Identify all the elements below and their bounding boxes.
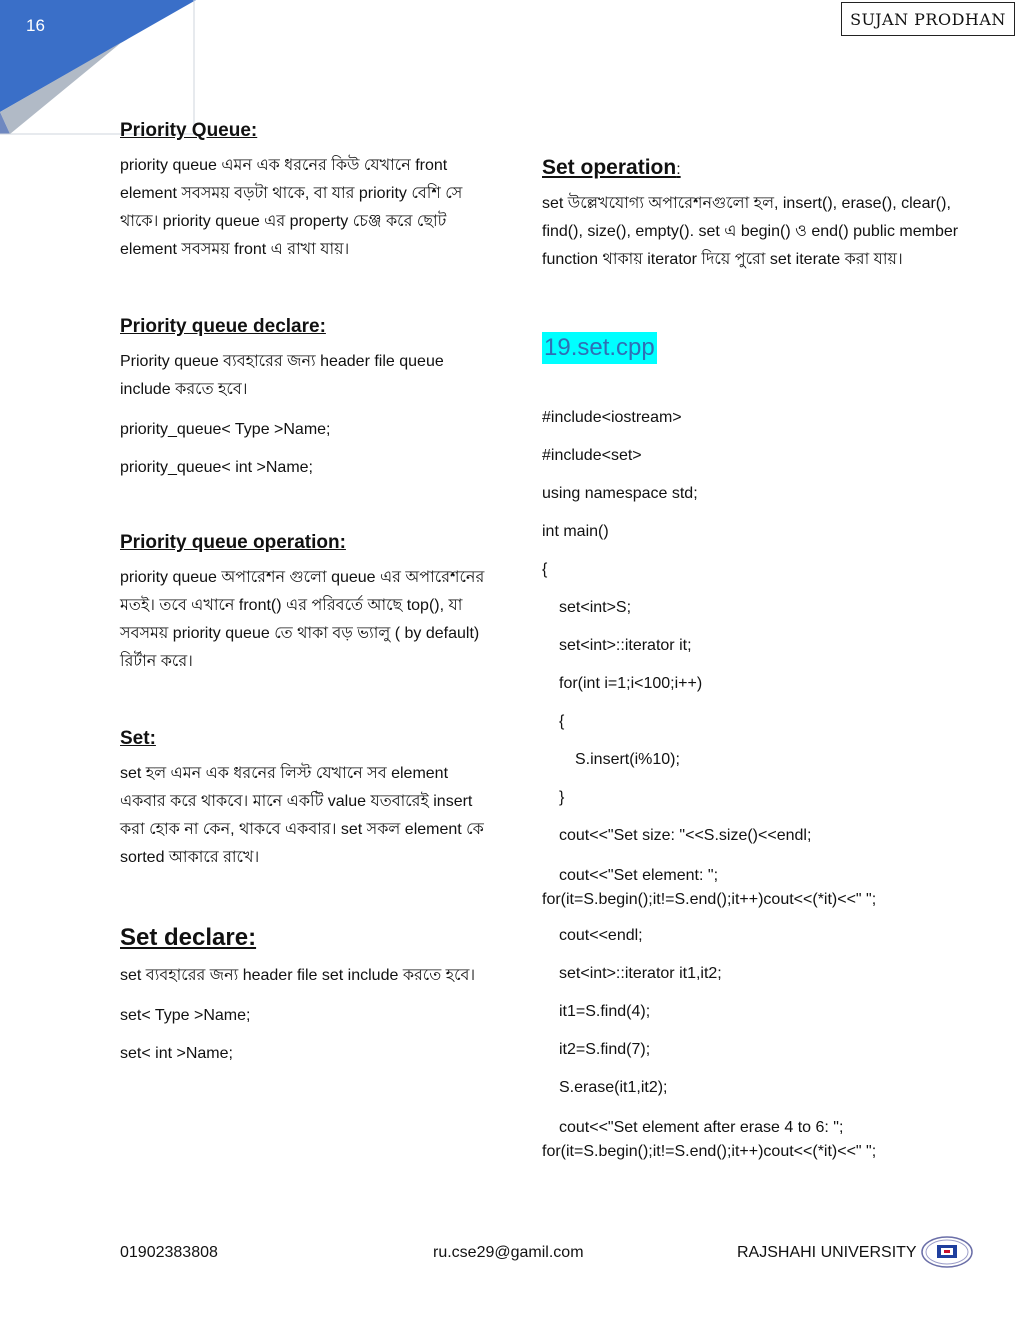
code-line: cout<<endl; xyxy=(559,927,643,944)
page-number: 16 xyxy=(26,16,45,35)
footer-university: RAJSHAHI UNIVERSITY xyxy=(737,1244,917,1261)
set-description: set হল এমন এক ধরনের লিস্ট যেখানে সব element একবার করে থাকবে। মানে একটি value যতবারেই insert করা হোক না কেন, থাকবে একবার। set সকল element কে sorted আকারে রাখে। xyxy=(120,765,484,866)
footer-phone: 01902383808 xyxy=(120,1244,218,1261)
author-name-box: SUJAN PRODHAN xyxy=(841,2,1015,36)
code-line: cout<<"Set element after erase 4 to 6: "; xyxy=(559,1119,844,1136)
code-line: for(int i=1;i<100;i++) xyxy=(559,675,703,692)
code-line: set<int>::iterator it; xyxy=(559,637,692,654)
priority-queue-operation-heading: Priority queue operation: xyxy=(120,532,346,553)
priority-queue-heading: Priority Queue: xyxy=(120,120,258,141)
university-logo-icon xyxy=(920,1235,974,1269)
code-line: S.erase(it1,it2); xyxy=(559,1079,668,1096)
set-operation-description: set উল্লেখযোগ্য অপারেশনগুলো হল, insert(), erase(), clear(), find(), size(), empty(). set এ begin() ও end() public member function থাকায় iterator দিয়ে পুরো set iterate করা যায়। xyxy=(542,195,959,268)
priority-queue-declare-syntax-2: priority_queue< int >Name; xyxy=(120,459,313,476)
code-block xyxy=(542,1116,962,1164)
code-line: int main() xyxy=(542,523,609,540)
code-line: set<int>::iterator it1,it2; xyxy=(559,965,722,982)
set-operation-heading xyxy=(542,156,962,180)
code-line: { xyxy=(559,713,565,730)
code-line: cout<<"Set element: "; xyxy=(559,867,719,884)
set-declare-heading: Set declare: xyxy=(120,924,257,951)
source-file-title: 19.set.cpp xyxy=(542,332,657,364)
code-line: for(it=S.begin();it!=S.end();it++)cout<<(*it)<<" "; xyxy=(542,1143,877,1160)
code-line: { xyxy=(542,561,548,578)
set-heading: Set: xyxy=(120,728,156,749)
code-block xyxy=(542,864,962,926)
code-listing xyxy=(542,408,962,1164)
code-line: cout<<"Set size: "<<S.size()<<endl; xyxy=(559,827,812,844)
code-line: #include<iostream> xyxy=(542,409,682,426)
priority-queue-description: priority queue এমন এক ধরনের কিউ যেখানে front element সবসময় বড়টা থাকে, বা যার priority বেশি সে থাকে। priority queue এর property চেঞ্জ করে ছোট element সবসময় front এ রাখা যায়। xyxy=(120,157,463,258)
set-declare-syntax-1: set< Type >Name; xyxy=(120,1007,251,1024)
code-line: using namespace std; xyxy=(542,485,698,502)
code-line: S.insert(i%10); xyxy=(575,751,680,768)
set-declare-syntax-2: set< int >Name; xyxy=(120,1045,233,1062)
code-line: set<int>S; xyxy=(559,599,632,616)
code-line: it2=S.find(7); xyxy=(559,1041,651,1058)
right-column xyxy=(542,156,962,1164)
left-column xyxy=(120,120,490,1068)
code-line: for(it=S.begin();it!=S.end();it++)cout<<(*it)<<" "; xyxy=(542,891,877,908)
code-line: it1=S.find(4); xyxy=(559,1003,651,1020)
code-line: #include<set> xyxy=(542,447,642,464)
priority-queue-declare-description: Priority queue ব্যবহারের জন্য header file queue include করতে হবে। xyxy=(120,353,444,398)
set-operation-title: Set operation xyxy=(542,156,677,179)
priority-queue-declare-syntax-1: priority_queue< Type >Name; xyxy=(120,421,331,438)
footer-email: ru.cse29@gamil.com xyxy=(433,1244,584,1261)
priority-queue-operation-description: priority queue অপারেশন গুলো queue এর অপারেশনের মতই। তবে এখানে front() এর পরিবর্তে আছে top(), যা সবসময় priority queue তে থাকা বড় ভ্যালু ( by default) রির্টান করে। xyxy=(120,569,485,670)
priority-queue-declare-heading: Priority queue declare: xyxy=(120,316,326,337)
set-operation-colon: : xyxy=(676,161,681,178)
set-declare-description: set ব্যবহারের জন্য header file set include করতে হবে। xyxy=(120,967,476,984)
code-line: } xyxy=(559,789,565,806)
